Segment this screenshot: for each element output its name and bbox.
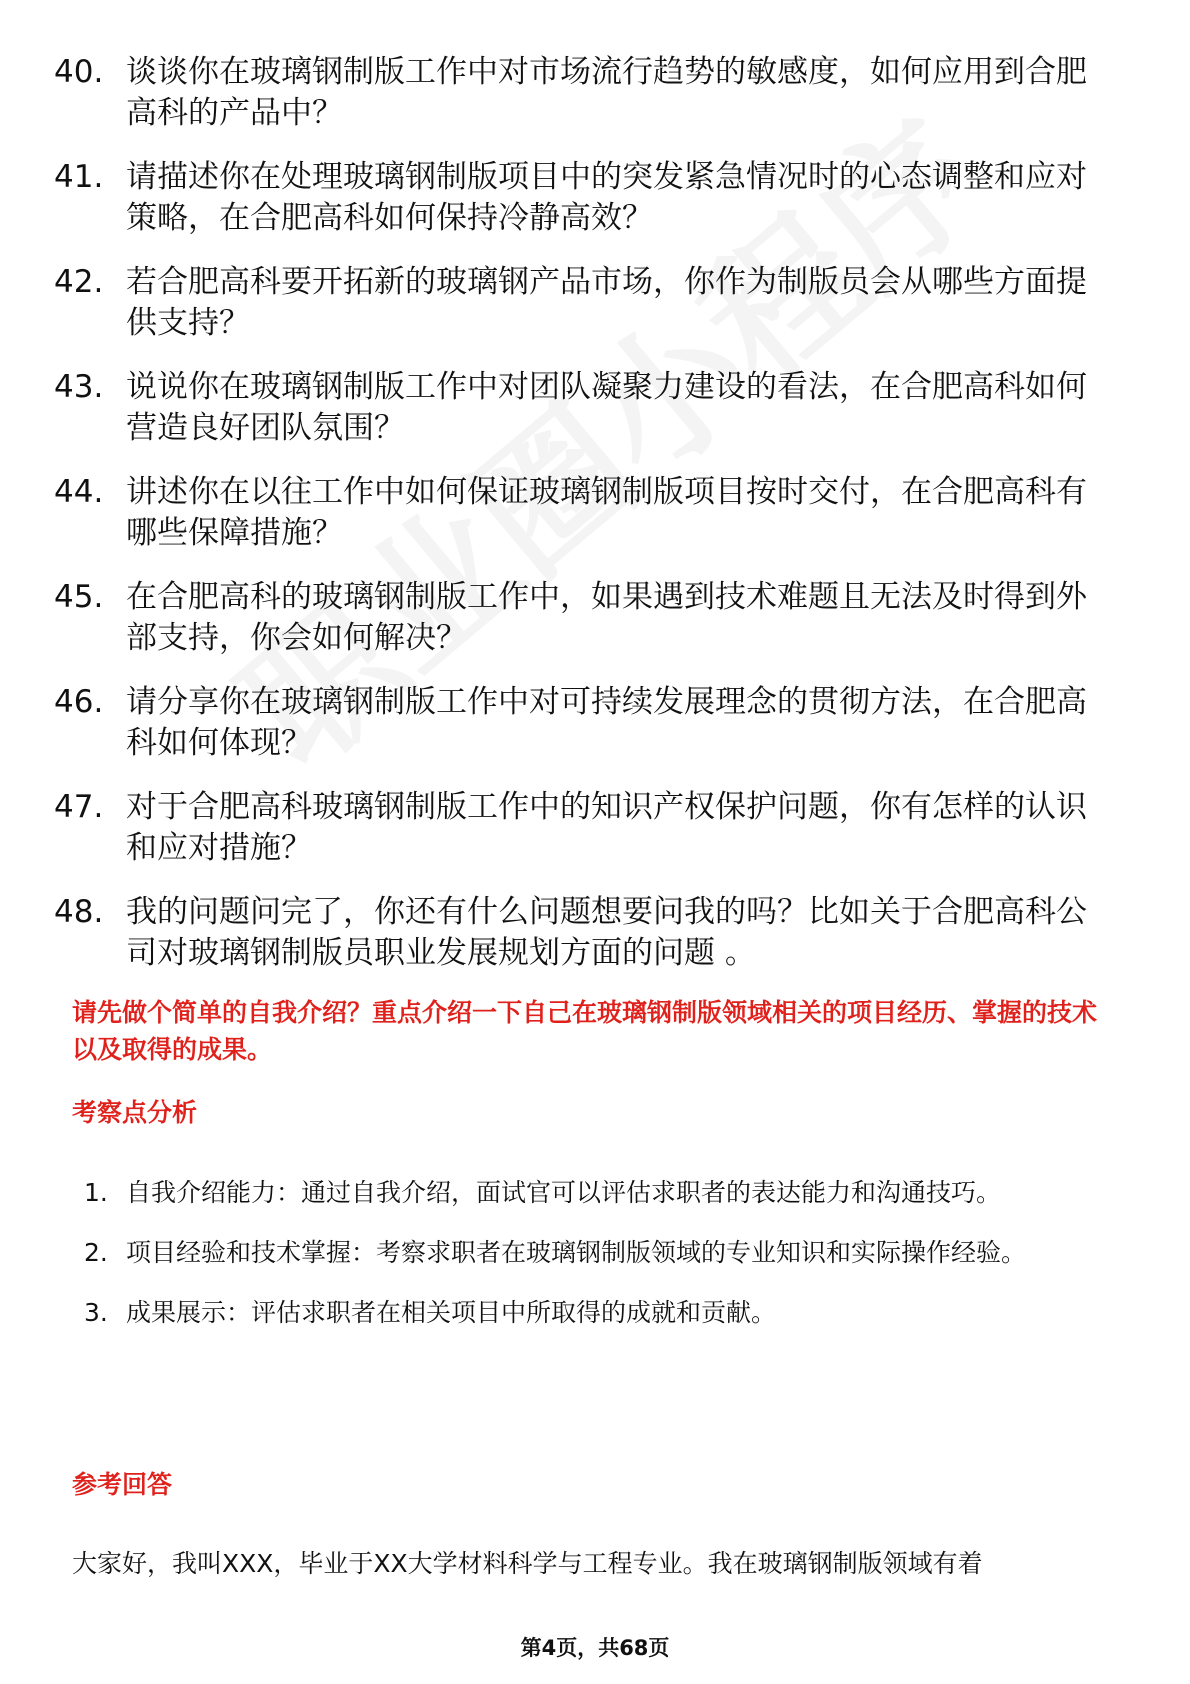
question-number: 42.: [54, 264, 104, 300]
question-item: [54, 682, 1114, 764]
question-item: [54, 472, 1114, 554]
question-item: [54, 577, 1114, 659]
question-text: 若合肥高科要开拓新的玻璃钢产品市场，你作为制版员会从哪些方面提供支持？: [126, 264, 1087, 341]
point-text: 自我介绍能力：通过自我介绍，面试官可以评估求职者的表达能力和沟通技巧。: [126, 1178, 1002, 1207]
question-number: 48.: [54, 894, 104, 930]
question-item: [54, 157, 1114, 239]
question-text: 我的问题问完了，你还有什么问题想要问我的吗？比如关于合肥高科公司对玻璃钢制版员职业发展规划方面的问题 。: [126, 894, 1087, 971]
point-number: 1.: [84, 1178, 108, 1207]
question-item: [54, 262, 1114, 344]
question-text: 请分享你在玻璃钢制版工作中对可持续发展理念的贯彻方法，在合肥高科如何体现？: [126, 684, 1087, 761]
question-list: [54, 52, 1114, 997]
analysis-point-list: [84, 1165, 1114, 1345]
analysis-point: [84, 1285, 1114, 1340]
page-number: 第4页，共68页: [520, 1636, 670, 1660]
question-number: 43.: [54, 369, 104, 405]
analysis-point: [84, 1225, 1114, 1280]
question-number: 46.: [54, 684, 104, 720]
question-item: [54, 787, 1114, 869]
analysis-point: [84, 1165, 1114, 1220]
answer-paragraph: 大家好，我叫XXX，毕业于XX大学材料科学与工程专业。我在玻璃钢制版领域有着: [72, 1549, 983, 1578]
question-number: 40.: [54, 54, 104, 90]
question-text: 讲述你在以往工作中如何保证玻璃钢制版项目按时交付，在合肥高科有哪些保障措施？: [126, 474, 1087, 551]
question-text: 说说你在玻璃钢制版工作中对团队凝聚力建设的看法，在合肥高科如何营造良好团队氛围？: [126, 369, 1087, 446]
question-text: 对于合肥高科玻璃钢制版工作中的知识产权保护问题，你有怎样的认识和应对措施？: [126, 789, 1087, 866]
answer-heading: 参考回答: [72, 1470, 173, 1499]
question-number: 47.: [54, 789, 104, 825]
analysis-heading: 考察点分析: [72, 1098, 198, 1127]
question-number: 41.: [54, 159, 104, 195]
featured-question: 请先做个简单的自我介绍？重点介绍一下自己在玻璃钢制版领域相关的项目经历、掌握的技术以及取得的成果。: [72, 998, 1098, 1064]
question-text: 请描述你在处理玻璃钢制版项目中的突发紧急情况时的心态调整和应对策略，在合肥高科如何保持冷静高效？: [126, 159, 1087, 236]
question-item: [54, 52, 1114, 134]
point-text: 项目经验和技术掌握：考察求职者在玻璃钢制版领域的专业知识和实际操作经验。: [126, 1238, 1027, 1267]
question-text: 在合肥高科的玻璃钢制版工作中，如果遇到技术难题且无法及时得到外部支持，你会如何解决？: [126, 579, 1087, 656]
question-item: [54, 367, 1114, 449]
question-number: 45.: [54, 579, 104, 615]
question-number: 44.: [54, 474, 104, 510]
question-text: 谈谈你在玻璃钢制版工作中对市场流行趋势的敏感度，如何应用到合肥高科的产品中？: [126, 54, 1087, 131]
point-number: 2.: [84, 1238, 108, 1267]
point-text: 成果展示：评估求职者在相关项目中所取得的成就和贡献。: [126, 1298, 777, 1327]
question-item: [54, 892, 1114, 974]
point-number: 3.: [84, 1298, 108, 1327]
